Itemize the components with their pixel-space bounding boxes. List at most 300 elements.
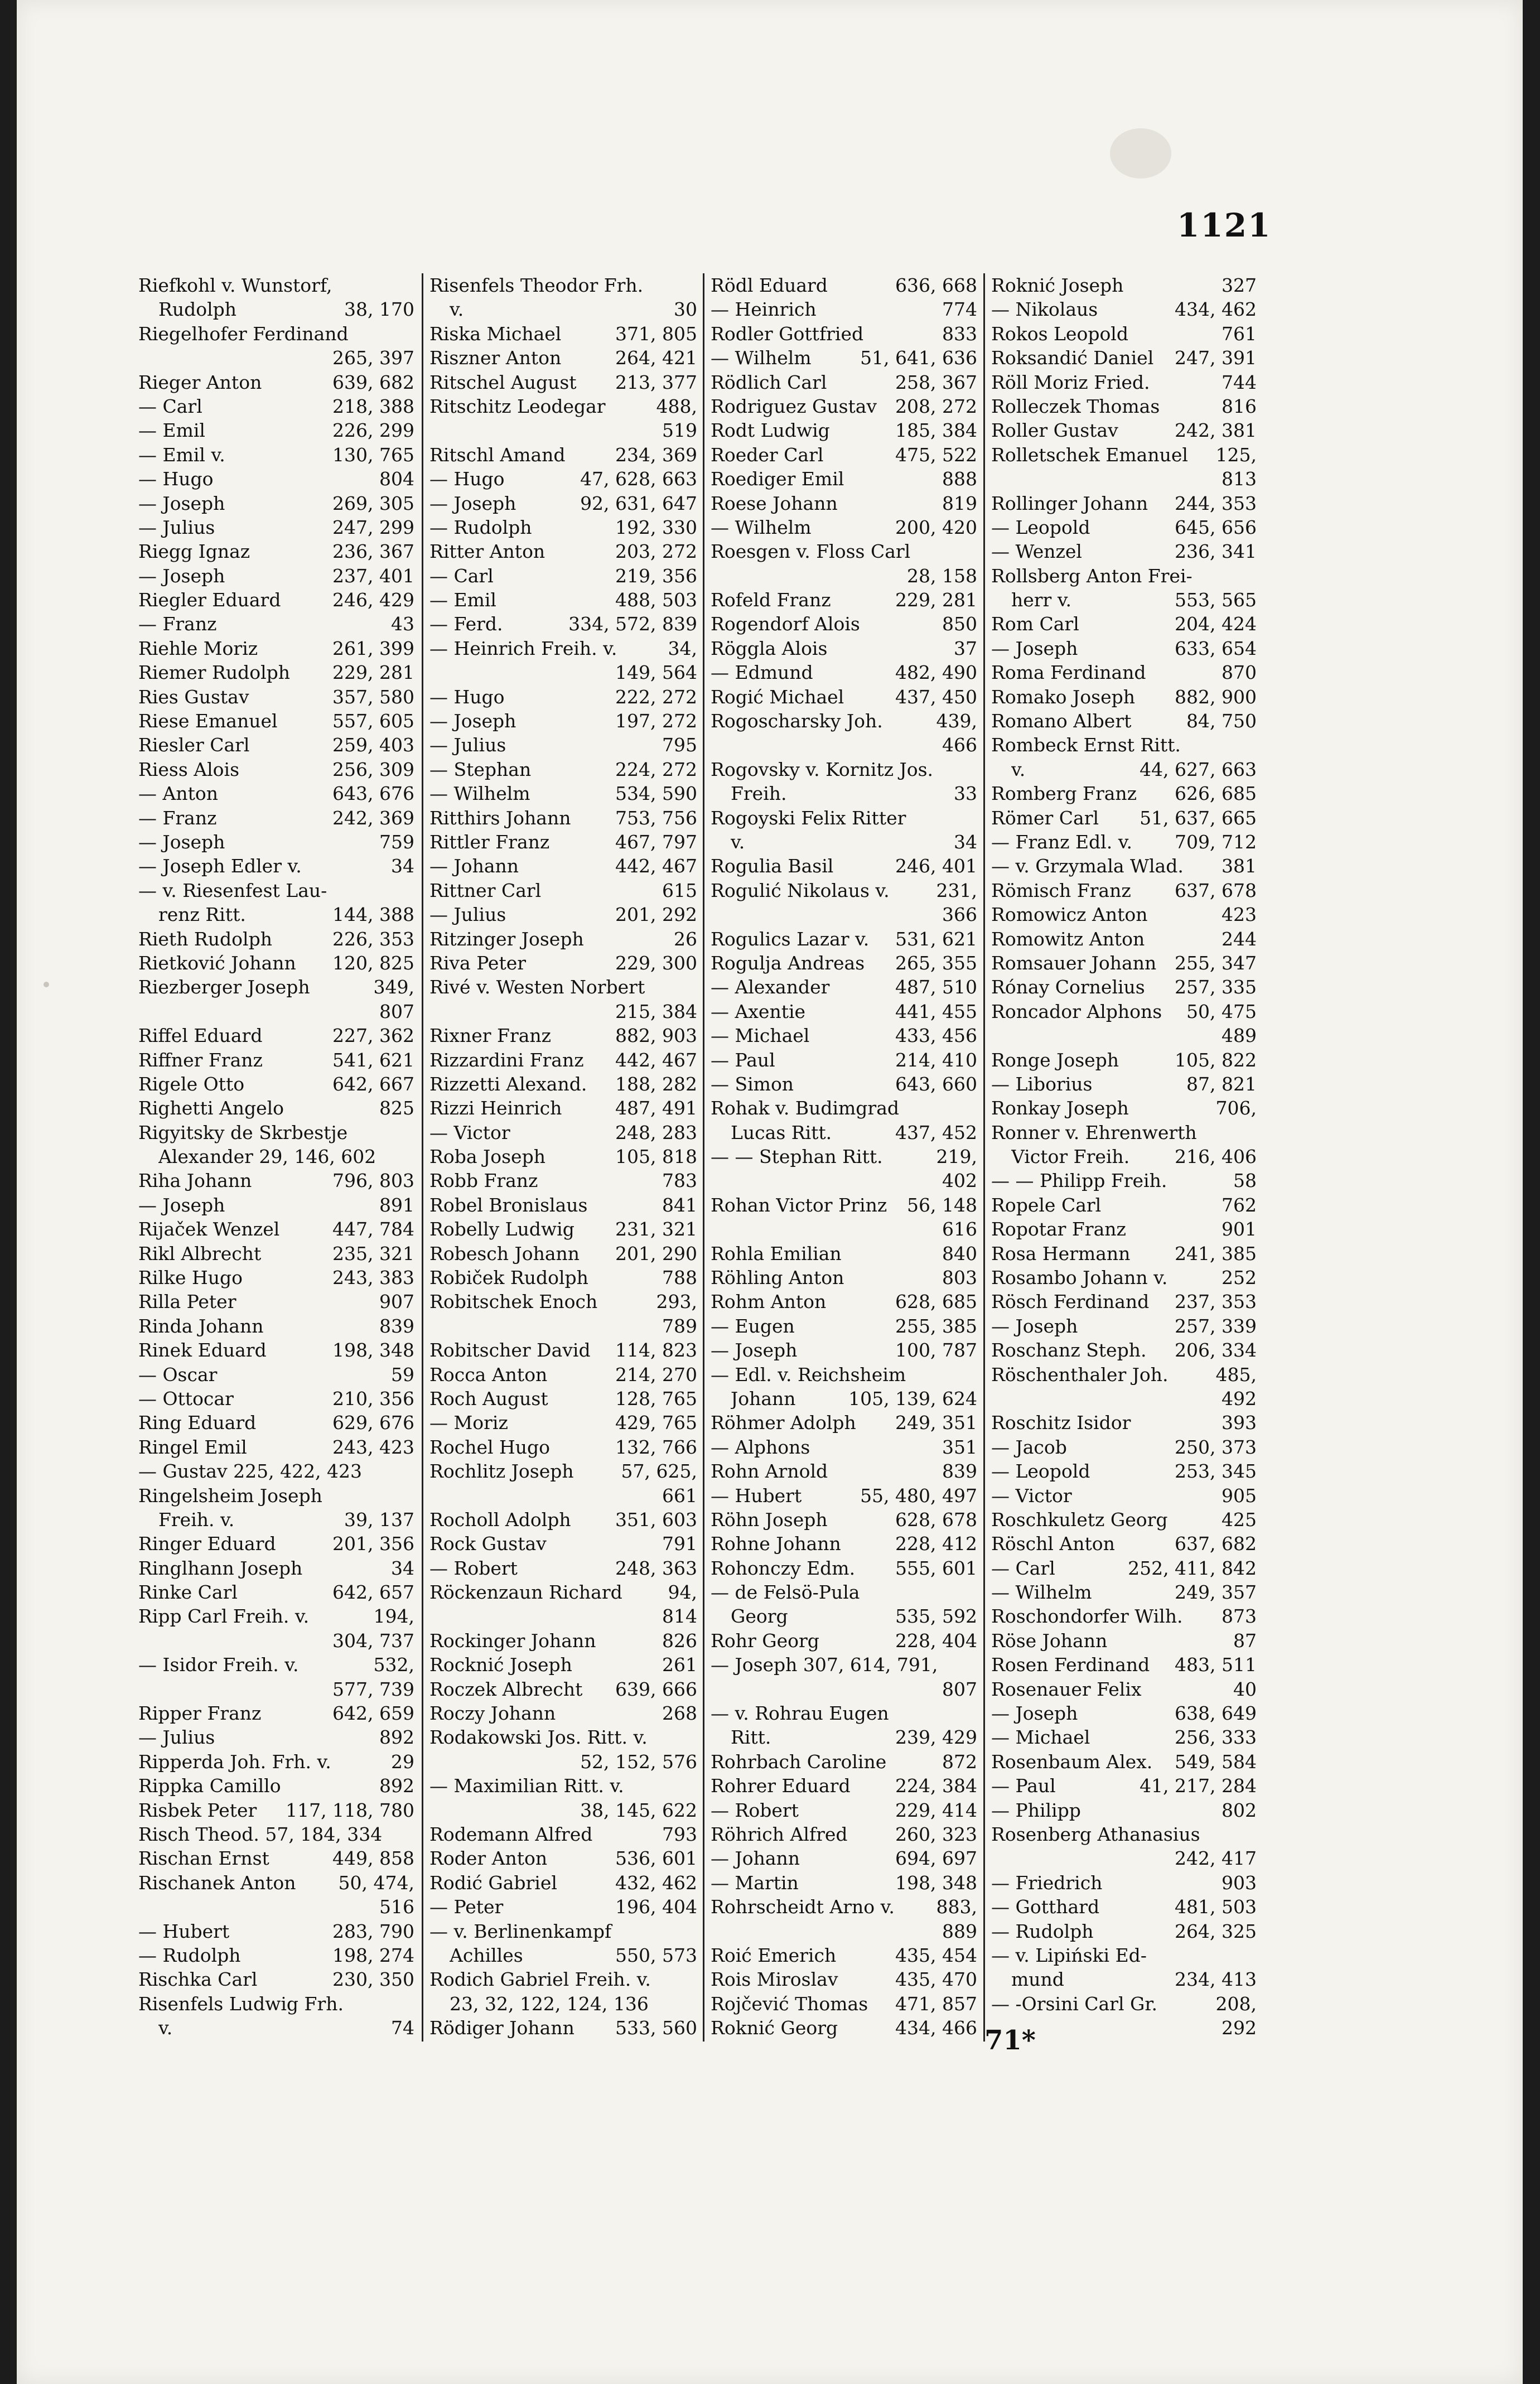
entry-pages: 555, 601 xyxy=(895,1557,977,1579)
entry-pages: 74 xyxy=(391,2017,414,2039)
entry-pages: 381 xyxy=(1222,855,1257,877)
index-entry xyxy=(711,539,977,563)
entry-pages: 532, xyxy=(373,1654,414,1676)
entry-pages: 56, 148 xyxy=(907,1194,977,1216)
entry-pages: 57, 625, xyxy=(621,1460,697,1483)
entry-pages: 34 xyxy=(391,855,414,877)
entry-name: Römer Carl xyxy=(991,807,1099,829)
index-entry xyxy=(991,1629,1257,1653)
entry-name: Roschitz Isidor xyxy=(991,1412,1131,1434)
entry-pages: 249, 357 xyxy=(1175,1581,1257,1604)
index-entry xyxy=(429,539,697,563)
entry-pages: 425 xyxy=(1222,1508,1257,1531)
index-entry xyxy=(711,1967,977,1991)
entry-pages xyxy=(972,806,977,830)
index-entry xyxy=(711,1121,977,1145)
entry-name: Rohn Arnold xyxy=(711,1460,828,1483)
index-entry xyxy=(711,903,977,926)
entry-pages: 198, 274 xyxy=(332,1944,414,1966)
entry-pages: 804 xyxy=(379,468,414,490)
index-entry xyxy=(138,1411,414,1435)
index-entry xyxy=(991,1967,1257,1991)
entry-name: Röse Johann xyxy=(991,1629,1108,1652)
entry-name: — Axentie xyxy=(711,1000,806,1022)
entry-pages: 252, 411, 842 xyxy=(1128,1557,1257,1579)
entry-pages: 803 xyxy=(942,1267,977,1289)
entry-name: Rom Carl xyxy=(991,613,1079,635)
index-entry xyxy=(429,1314,697,1338)
entry-pages: 639, 666 xyxy=(615,1678,697,1700)
entry-pages: 888 xyxy=(942,468,977,490)
index-entry xyxy=(138,781,414,805)
index-entry xyxy=(991,1556,1257,1580)
index-entry xyxy=(711,346,977,370)
entry-pages: 244 xyxy=(1222,928,1257,950)
entry-name: Rocholl Adolph xyxy=(429,1508,571,1531)
index-entry xyxy=(138,1387,414,1411)
index-entry xyxy=(138,854,414,878)
entry-name: — Peter xyxy=(429,1896,504,1918)
entry-name xyxy=(731,564,901,588)
entry-pages: 237, 401 xyxy=(332,564,414,587)
index-entry xyxy=(138,709,414,733)
entry-name: — Joseph xyxy=(991,637,1078,659)
entry-name: Rilla Peter xyxy=(138,1291,236,1313)
entry-name: Riffel Eduard xyxy=(138,1025,263,1047)
entry-name: 23, 32, 122, 124, 136 xyxy=(450,1992,649,2015)
entry-pages: 816 xyxy=(1222,395,1257,417)
entry-name: — Ottocar xyxy=(138,1387,234,1410)
entry-pages: 615 xyxy=(662,879,697,901)
index-entry xyxy=(138,418,414,442)
entry-pages: 208, 272 xyxy=(895,395,977,417)
entry-pages: 213, 377 xyxy=(615,371,697,393)
entry-name: Rodler Gottfried xyxy=(711,322,864,345)
entry-pages: 194, xyxy=(373,1605,414,1628)
index-entry xyxy=(429,1363,697,1387)
index-entry xyxy=(991,1193,1257,1217)
entry-name: Röschenthaler Joh. xyxy=(991,1363,1169,1386)
index-entry xyxy=(138,685,414,709)
index-entry xyxy=(711,1992,977,2016)
index-entry xyxy=(711,1096,977,1120)
entry-pages: 435, 454 xyxy=(895,1944,977,1966)
entry-pages: 292 xyxy=(1222,2017,1257,2039)
index-entry xyxy=(138,1701,414,1725)
entry-pages: 709, 712 xyxy=(1175,831,1257,853)
entry-pages: 870 xyxy=(1222,662,1257,684)
index-page xyxy=(17,0,1523,2384)
index-entry xyxy=(991,903,1257,926)
entry-name xyxy=(450,1798,575,1822)
entry-name: — Victor xyxy=(991,1484,1072,1507)
entry-pages: 229, 300 xyxy=(615,952,697,974)
index-entry xyxy=(138,1677,414,1701)
entry-name: — Julius xyxy=(138,516,215,538)
entry-name: Riegler Eduard xyxy=(138,589,281,611)
index-entry xyxy=(138,1266,414,1290)
entry-pages: 762 xyxy=(1222,1194,1257,1216)
entry-pages: 248, 363 xyxy=(615,1557,697,1579)
index-entry xyxy=(711,1919,977,1943)
entry-name: Rosa Hermann xyxy=(991,1242,1131,1265)
index-entry xyxy=(711,1629,977,1653)
index-entry xyxy=(138,1290,414,1314)
index-entry xyxy=(711,1556,977,1580)
entry-pages: 850 xyxy=(942,613,977,635)
index-entry xyxy=(711,1846,977,1870)
index-column-4 xyxy=(991,273,1257,2042)
entry-name: — Wenzel xyxy=(991,540,1082,563)
index-entry xyxy=(138,588,414,612)
entry-name: Rockinger Johann xyxy=(429,1629,596,1652)
entry-name: Ritschel August xyxy=(429,371,577,393)
index-entry xyxy=(138,1992,414,2016)
index-entry xyxy=(991,1943,1257,1967)
entry-name: Freih. v. xyxy=(158,1508,235,1531)
index-entry xyxy=(138,975,414,999)
entry-name: v. xyxy=(450,298,464,321)
index-entry xyxy=(991,1580,1257,1604)
entry-pages: 903 xyxy=(1222,1871,1257,1894)
entry-pages: 105, 139, 624 xyxy=(848,1387,977,1410)
entry-name: Ripperda Joh. Frh. v. xyxy=(138,1750,331,1773)
entry-name: Roediger Emil xyxy=(711,468,844,490)
entry-name: — Hugo xyxy=(429,686,505,708)
entry-name: Ries Gustav xyxy=(138,686,249,708)
index-entry xyxy=(991,443,1257,467)
index-entry xyxy=(711,491,977,515)
entry-pages: 628, 685 xyxy=(895,1291,977,1313)
entry-name: — de Felsö-Pula xyxy=(711,1581,860,1604)
entry-pages: 43 xyxy=(391,613,414,635)
entry-pages: 795 xyxy=(662,734,697,756)
index-entry xyxy=(711,757,977,781)
entry-pages: 52, 152, 576 xyxy=(580,1750,697,1773)
entry-pages: 435, 470 xyxy=(895,1968,977,1991)
index-entry xyxy=(429,491,697,515)
entry-pages: 643, 676 xyxy=(332,783,414,805)
entry-name: — Emil xyxy=(429,589,496,611)
entry-name xyxy=(450,1604,656,1628)
index-entry xyxy=(991,781,1257,805)
entry-pages: 132, 766 xyxy=(615,1436,697,1458)
entry-name xyxy=(158,1629,327,1653)
entry-pages: 557, 605 xyxy=(332,710,414,732)
entry-name: Rischan Ernst xyxy=(138,1847,269,1870)
entry-name: Achilles xyxy=(450,1944,523,1966)
entry-pages: 224, 272 xyxy=(615,758,697,780)
entry-pages: 231, 321 xyxy=(615,1218,697,1241)
entry-pages: 577, 739 xyxy=(332,1678,414,1700)
entry-pages: 229, 414 xyxy=(895,1799,977,1821)
entry-name: Roczek Albrecht xyxy=(429,1678,583,1700)
entry-name: Rois Miroslav xyxy=(711,1968,838,1991)
entry-name: Rogulics Lazar v. xyxy=(711,928,870,950)
entry-name: Riszner Anton xyxy=(429,347,562,369)
index-entry xyxy=(429,709,697,733)
entry-pages: 84, 750 xyxy=(1186,710,1257,732)
entry-name: Ritthirs Johann xyxy=(429,807,571,829)
index-entry xyxy=(991,951,1257,975)
entry-pages: 637, 682 xyxy=(1175,1533,1257,1555)
entry-pages: 873 xyxy=(1222,1605,1257,1628)
entry-pages: 236, 367 xyxy=(332,540,414,563)
entry-pages xyxy=(972,1580,977,1604)
index-entry xyxy=(991,975,1257,999)
entry-name: Ringlhann Joseph xyxy=(138,1557,303,1579)
entry-name: — Liborius xyxy=(991,1073,1093,1095)
index-entry xyxy=(138,1121,414,1145)
index-entry xyxy=(991,1484,1257,1508)
entry-name: Robel Bronislaus xyxy=(429,1194,588,1216)
entry-name xyxy=(450,1750,575,1774)
index-entry xyxy=(711,515,977,539)
entry-pages xyxy=(692,273,697,297)
entry-name: Rizzardini Franz xyxy=(429,1049,584,1071)
index-entry xyxy=(429,1145,697,1169)
index-entry xyxy=(429,1604,697,1628)
entry-pages: 250, 373 xyxy=(1175,1436,1257,1458)
index-entry xyxy=(991,588,1257,612)
index-entry xyxy=(138,951,414,975)
index-entry xyxy=(429,515,697,539)
entry-pages: 434, 462 xyxy=(1175,298,1257,321)
entry-name: — Johann xyxy=(429,855,519,877)
entry-name: Rohm Anton xyxy=(711,1291,827,1313)
index-entry xyxy=(711,1411,977,1435)
entry-name: Riefkohl v. Wunstorf, xyxy=(138,274,332,296)
index-entry xyxy=(711,1290,977,1314)
index-entry xyxy=(711,1943,977,1967)
entry-name: Röhmer Adolph xyxy=(711,1412,856,1434)
entry-pages: 258, 367 xyxy=(895,371,977,393)
index-entry xyxy=(991,1266,1257,1290)
entry-name: Röckenzaun Richard xyxy=(429,1581,622,1604)
entry-pages: 536, 601 xyxy=(615,1847,697,1870)
entry-name: Ritter Anton xyxy=(429,540,545,563)
index-entry xyxy=(429,1653,697,1677)
entry-name: — Joseph xyxy=(138,492,225,514)
entry-name: Rodriguez Gustav xyxy=(711,395,877,417)
index-entry xyxy=(138,1532,414,1556)
entry-name: — Julius xyxy=(429,904,506,926)
index-entry xyxy=(138,1508,414,1532)
index-entry xyxy=(991,1846,1257,1870)
index-entry xyxy=(138,564,414,588)
entry-pages: 643, 660 xyxy=(895,1073,977,1095)
index-entry xyxy=(138,1629,414,1653)
index-entry xyxy=(991,1290,1257,1314)
entry-name: Rónay Cornelius xyxy=(991,976,1145,998)
entry-pages: 239, 429 xyxy=(895,1726,977,1749)
entry-name xyxy=(731,733,936,757)
entry-name: Rizzi Heinrich xyxy=(429,1097,562,1119)
entry-name: Roczy Johann xyxy=(429,1702,556,1725)
index-entry xyxy=(711,975,977,999)
entry-name: Rohla Emilian xyxy=(711,1242,842,1265)
entry-name: — Robert xyxy=(429,1557,518,1579)
index-entry xyxy=(429,903,697,926)
entry-pages: 833 xyxy=(942,322,977,345)
index-entry xyxy=(138,2016,414,2040)
entry-pages: 488, 503 xyxy=(615,589,697,611)
entry-pages: 242, 417 xyxy=(1175,1847,1257,1870)
entry-name: Roller Gustav xyxy=(991,419,1118,442)
column-divider xyxy=(422,273,423,2042)
index-entry xyxy=(429,467,697,491)
entry-pages: 218, 388 xyxy=(332,395,414,417)
entry-name: — Edl. v. Reichsheim xyxy=(711,1363,906,1386)
entry-name: Rosen Ferdinand xyxy=(991,1654,1150,1676)
entry-pages: 819 xyxy=(942,492,977,514)
entry-pages: 34 xyxy=(391,1557,414,1579)
index-entry xyxy=(429,1169,697,1193)
entry-pages: 247, 299 xyxy=(332,516,414,538)
index-entry xyxy=(429,1387,697,1411)
entry-name: — v. Berlinenkampf xyxy=(429,1920,612,1942)
entry-name: Rojčević Thomas xyxy=(711,1992,868,2015)
entry-name: Rohrbach Caroline xyxy=(711,1750,887,1773)
entry-pages: 257, 335 xyxy=(1175,976,1257,998)
entry-pages: 901 xyxy=(1222,1218,1257,1241)
entry-name: — Franz xyxy=(138,807,217,829)
entry-pages: 264, 421 xyxy=(615,347,697,369)
entry-name: Rosenberg Athanasius xyxy=(991,1823,1200,1845)
index-entry xyxy=(429,1580,697,1604)
entry-name: — Joseph xyxy=(138,564,225,587)
entry-name: Romberg Franz xyxy=(991,783,1137,805)
entry-name: Roma Ferdinand xyxy=(991,662,1146,684)
index-entry xyxy=(711,951,977,975)
index-entry xyxy=(138,1314,414,1338)
index-entry xyxy=(991,1895,1257,1919)
index-entry xyxy=(138,733,414,757)
entry-name: Johann xyxy=(731,1387,796,1410)
signature-mark: 71* xyxy=(984,2025,1036,2056)
index-entry xyxy=(991,1000,1257,1024)
entry-pages: 196, 404 xyxy=(615,1896,697,1918)
entry-name: Rombeck Ernst Ritt. xyxy=(991,734,1181,756)
entry-name: Rodić Gabriel xyxy=(429,1871,557,1894)
entry-pages: 198, 348 xyxy=(332,1339,414,1362)
entry-pages: 516 xyxy=(379,1896,414,1918)
index-entry xyxy=(138,1604,414,1628)
entry-name: — Eugen xyxy=(711,1315,795,1337)
entry-pages: 706, xyxy=(1215,1097,1257,1119)
entry-pages: 261 xyxy=(662,1654,697,1676)
index-entry xyxy=(711,1145,977,1169)
entry-name: Rinek Eduard xyxy=(138,1339,267,1362)
entry-name: Roba Joseph xyxy=(429,1146,545,1168)
entry-name: Romowitz Anton xyxy=(991,928,1145,950)
index-entry xyxy=(138,1556,414,1580)
entry-name: Robesch Johann xyxy=(429,1242,580,1265)
entry-pages: 234, 413 xyxy=(1175,1968,1257,1991)
entry-pages: 50, 474, xyxy=(338,1871,414,1894)
entry-pages: 402 xyxy=(942,1170,977,1192)
index-entry xyxy=(429,564,697,588)
entry-name: — v. Rohrau Eugen xyxy=(711,1702,889,1725)
entry-pages: 429, 765 xyxy=(615,1412,697,1434)
entry-pages: 206, 334 xyxy=(1175,1339,1257,1362)
entry-name: — Rudolph xyxy=(138,1944,241,1966)
index-entry xyxy=(138,879,414,903)
entry-name: — Hubert xyxy=(138,1920,230,1942)
entry-pages: 50, 475 xyxy=(1186,1000,1257,1022)
entry-pages: 125, xyxy=(1215,443,1257,466)
entry-pages: 256, 333 xyxy=(1175,1726,1257,1749)
index-entry xyxy=(138,515,414,539)
entry-name: Risch Theod. 57, 184, 334 xyxy=(138,1823,383,1845)
entry-name: — Stephan xyxy=(429,758,532,780)
index-entry xyxy=(711,1314,977,1338)
entry-pages: 351, 603 xyxy=(615,1508,697,1531)
index-entry xyxy=(429,1096,697,1120)
entry-name: — Carl xyxy=(991,1557,1055,1579)
entry-pages: 293, xyxy=(656,1291,697,1313)
entry-name: Roncador Alphons xyxy=(991,1000,1162,1022)
entry-pages: 839 xyxy=(379,1315,414,1337)
entry-pages: 759 xyxy=(379,831,414,853)
entry-name: Rogovsky v. Kornitz Jos. xyxy=(711,758,933,780)
entry-pages: 192, 330 xyxy=(615,516,697,538)
entry-pages: 371, 805 xyxy=(615,322,697,345)
entry-pages: 51, 637, 665 xyxy=(1140,807,1257,829)
index-entry xyxy=(711,660,977,684)
entry-name xyxy=(731,1169,936,1193)
entry-name: Riesler Carl xyxy=(138,734,250,756)
entry-pages: 774 xyxy=(942,298,977,321)
entry-pages: 94, xyxy=(668,1581,697,1604)
index-entry xyxy=(429,297,697,321)
entry-pages: 471, 857 xyxy=(895,1992,977,2015)
entry-name: Risenfels Theodor Frh. xyxy=(429,274,644,296)
entry-pages: 34 xyxy=(954,831,977,853)
index-entry xyxy=(711,612,977,636)
entry-pages: 327 xyxy=(1222,274,1257,296)
index-entry xyxy=(991,709,1257,733)
index-entry xyxy=(429,1072,697,1096)
entry-name: Rodt Ludwig xyxy=(711,419,830,442)
entry-name: Ritzinger Joseph xyxy=(429,928,584,950)
entry-pages: 58 xyxy=(1233,1170,1257,1192)
entry-pages xyxy=(1251,1121,1257,1145)
index-entry xyxy=(429,685,697,709)
entry-pages: 219, xyxy=(936,1146,977,1168)
entry-name: Victor Freih. xyxy=(1011,1146,1130,1168)
entry-pages: 242, 369 xyxy=(332,807,414,829)
index-entry xyxy=(991,297,1257,321)
index-entry xyxy=(429,1556,697,1580)
entry-pages: 304, 737 xyxy=(332,1629,414,1652)
entry-pages: 244, 353 xyxy=(1175,492,1257,514)
entry-name: Robitscher David xyxy=(429,1339,591,1362)
entry-name: Alexander 29, 146, 602 xyxy=(158,1146,376,1168)
entry-name: Rolletschek Emanuel xyxy=(991,443,1188,466)
entry-name: Ropotar Franz xyxy=(991,1218,1126,1241)
index-entry xyxy=(138,612,414,636)
entry-name: Rogulić Nikolaus v. xyxy=(711,879,890,901)
index-entry xyxy=(711,733,977,757)
index-entry xyxy=(711,636,977,660)
index-entry xyxy=(991,1725,1257,1749)
entry-pages: 231, xyxy=(936,879,977,901)
entry-name: Rieth Rudolph xyxy=(138,928,272,950)
entry-name: Riemer Rudolph xyxy=(138,662,291,684)
entry-pages: 661 xyxy=(662,1484,697,1507)
entry-pages: 891 xyxy=(379,1194,414,1216)
